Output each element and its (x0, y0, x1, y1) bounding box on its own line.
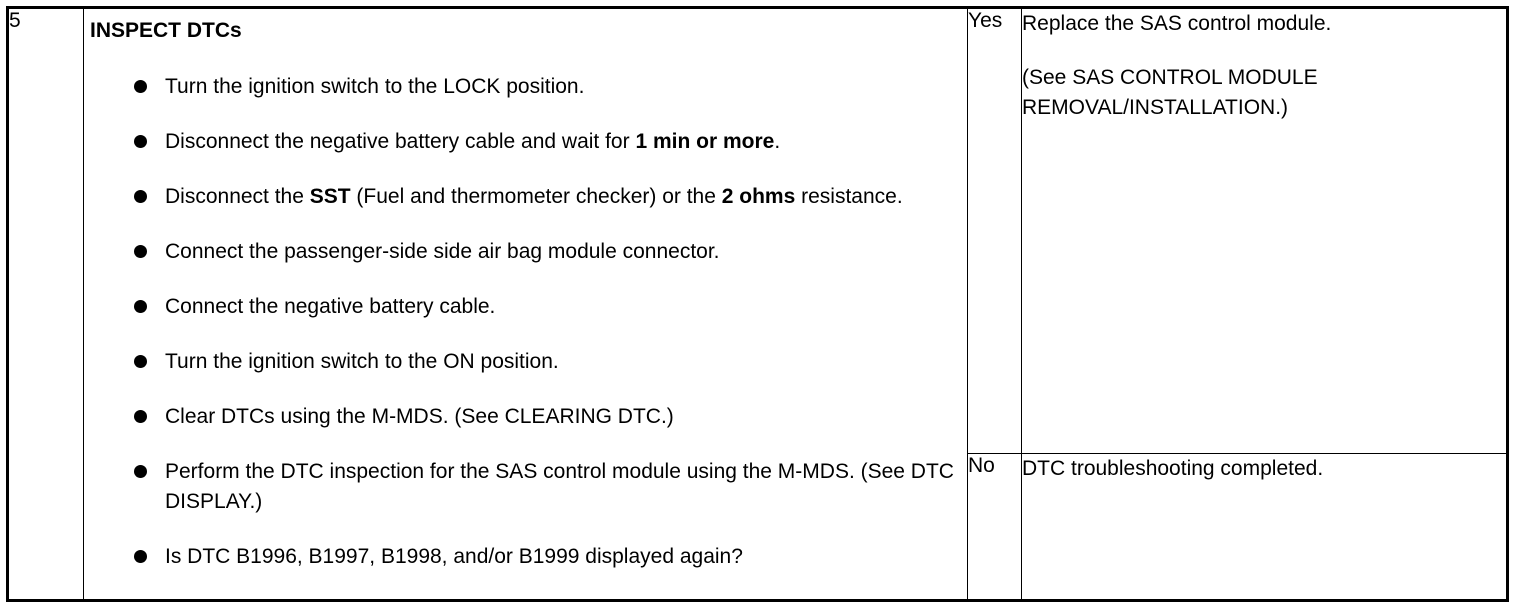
yes-action-line: Replace the SAS control module. (1022, 12, 1332, 35)
inspection-step (84, 542, 967, 572)
step-text: Turn the ignition switch to the ON position. (165, 350, 559, 373)
inspection-step (84, 402, 967, 432)
no-action-line: DTC troubleshooting completed. (1022, 457, 1324, 480)
inspection-step (84, 182, 967, 212)
step-text: Connect the negative battery cable. (165, 295, 496, 318)
bullet-icon (134, 550, 147, 563)
inspection-steps (84, 72, 967, 572)
step-emphasis: SST (309, 185, 351, 208)
inspection-step (84, 347, 967, 377)
yes-row (8, 8, 1508, 454)
step-text: Disconnect the negative battery cable and wait for (165, 130, 636, 153)
step-number: 5 (8, 8, 84, 601)
bullet-icon (134, 355, 147, 368)
yes-action (1022, 8, 1508, 454)
bullet-icon (134, 245, 147, 258)
step-emphasis: 1 min or more (635, 130, 775, 153)
step-text: Disconnect the (165, 185, 310, 208)
inspection-step (84, 292, 967, 322)
no-label: No (968, 454, 1022, 601)
inspection-step (84, 457, 967, 517)
bullet-icon (134, 80, 147, 93)
step-text: Is DTC B1996, B1997, B1998, and/or B1999 displayed again? (165, 545, 743, 568)
no-action (1022, 454, 1508, 601)
bullet-icon (134, 465, 147, 478)
inspection-step (84, 72, 967, 102)
bullet-icon (134, 135, 147, 148)
yes-action-reference: (See SAS CONTROL MODULE REMOVAL/INSTALLATION.) (1022, 66, 1318, 119)
inspection-step (84, 237, 967, 267)
bullet-icon (134, 300, 147, 313)
bullet-icon (134, 410, 147, 423)
inspection-step (84, 127, 967, 157)
step-text: Connect the passenger-side side air bag module connector. (165, 240, 720, 263)
step-title: INSPECT DTCs (90, 19, 242, 42)
step-text: Turn the ignition switch to the LOCK position. (165, 75, 585, 98)
step-emphasis: 2 ohms (721, 185, 796, 208)
troubleshooting-table (6, 6, 1509, 602)
step-text: . (774, 130, 781, 153)
step-text: (Fuel and thermometer checker) or the (350, 185, 722, 208)
yes-label: Yes (968, 8, 1022, 454)
inspection-cell (84, 8, 968, 601)
step-text: Clear DTCs using the M-MDS. (See CLEARING DTC.) (165, 405, 674, 428)
step-text: Perform the DTC inspection for the SAS control module using the M-MDS. (See DTC DISPLAY.) (165, 460, 954, 513)
bullet-icon (134, 190, 147, 203)
step-text: resistance. (795, 185, 903, 208)
